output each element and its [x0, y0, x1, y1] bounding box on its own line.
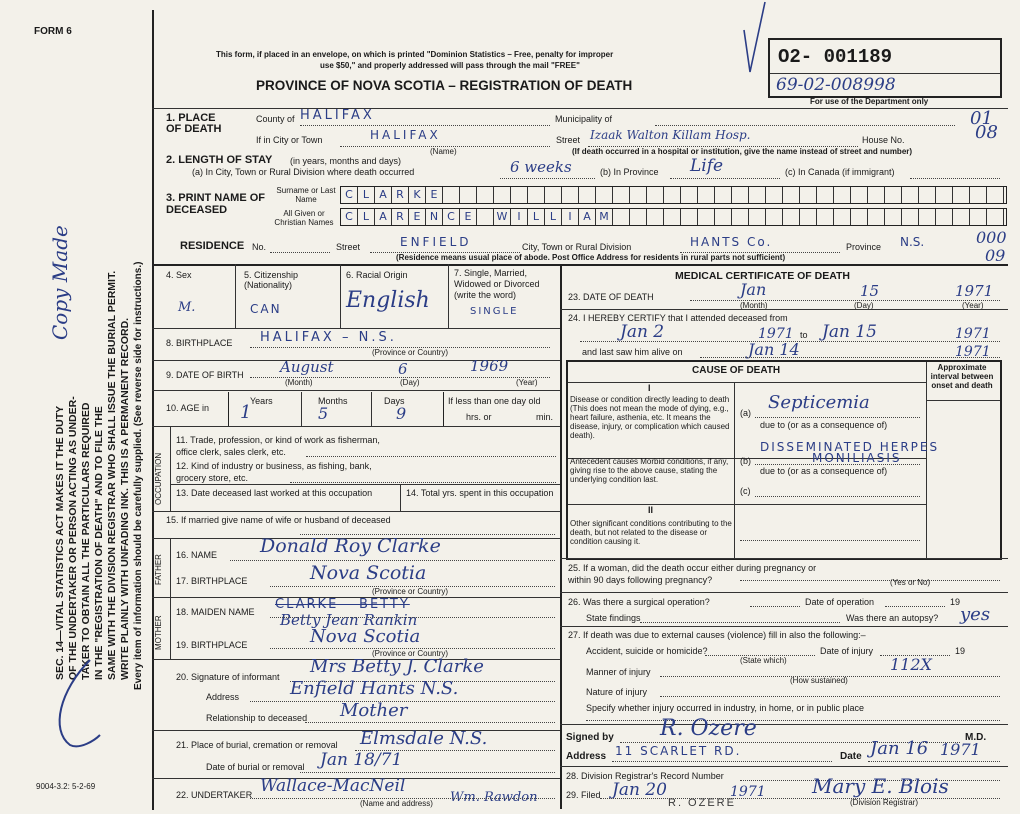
- accident-label: Accident, suicide or homicide?: [586, 646, 708, 656]
- city-label: If in City or Town: [256, 135, 323, 145]
- given-name-letter-box: A: [375, 209, 392, 225]
- undertaker-label: 22. UNDERTAKER: [176, 790, 253, 800]
- last-saw-value: Jan 14: [748, 340, 800, 359]
- surname-letter-box: R: [392, 187, 409, 203]
- md-label: M.D.: [965, 732, 987, 743]
- due-to-b: due to (or as a consequence of): [760, 466, 888, 476]
- age-days: 9: [396, 404, 407, 423]
- burial-place-label: 21. Place of burial, cremation or removal: [176, 740, 338, 750]
- dod-month-sub: (Month): [740, 301, 768, 310]
- surname-letter-box: [460, 187, 477, 203]
- citizenship-value: CAN: [250, 302, 282, 316]
- father-birthplace-sub: (Province or Country): [372, 587, 449, 596]
- surname-letter-box: [698, 187, 715, 203]
- residence-note: (Residence means usual place of abode. Post Office Address for residents in rural parts not sufficient): [396, 253, 786, 262]
- length-of-stay-sub: (in years, months and days): [290, 156, 402, 166]
- cause-b-value-2: MONILIASIS: [812, 451, 902, 465]
- registration-number-handwritten: 69-02-008998: [776, 75, 896, 95]
- given-name-letter-box: I: [562, 209, 579, 225]
- maiden-name-value-2: Betty Jean Rankin: [280, 611, 418, 629]
- relationship-value: Mother: [340, 700, 408, 721]
- informant-label: 20. Signature of informant: [176, 672, 280, 682]
- medical-certificate-title: MEDICAL CERTIFICATE OF DEATH: [675, 270, 850, 282]
- name-sub-label: (Name): [430, 147, 457, 156]
- surname-letter-box: [987, 187, 1004, 203]
- mother-birthplace-value: Nova Scotia: [310, 626, 421, 647]
- residence-no-label: No.: [252, 242, 267, 252]
- surname-letter-box: [545, 187, 562, 203]
- envelope-note-2: use $50," and properly addressed will pass through the mail "FREE": [320, 61, 580, 70]
- informant-address-value: Enfield Hants N.S.: [290, 678, 459, 699]
- registration-number-box: [768, 38, 1002, 98]
- date-of-death-label: 23. DATE OF DEATH: [568, 292, 654, 302]
- dob-day: 6: [398, 360, 408, 378]
- other-conditions-label: Other significant conditions contributing to the death, but not related to the disease or condition causing it.: [570, 519, 732, 546]
- form-left-border: [152, 10, 154, 810]
- length-of-stay-label: 2. LENGTH OF STAY: [166, 154, 273, 166]
- age-note: If less than one day old: [448, 396, 541, 406]
- surname-letter-box: [868, 187, 885, 203]
- doctor-address-value: 11 SCARLET RD.: [615, 744, 742, 758]
- given-name-letter-box: [902, 209, 919, 225]
- given-name-letter-box: R: [392, 209, 409, 225]
- cause-a-value: Septicemia: [768, 392, 870, 413]
- given-name-letter-box: L: [528, 209, 545, 225]
- surname-letter-box: [953, 187, 970, 203]
- name-of-deceased-label: 3. PRINT NAME OF DECEASED: [166, 192, 266, 216]
- date-of-birth-label: 9. DATE OF BIRTH: [166, 370, 244, 380]
- birthplace-value: HALIFAX – N.S.: [260, 330, 397, 345]
- given-name-letter-box: [885, 209, 902, 225]
- relationship-label: Relationship to deceased: [206, 713, 308, 723]
- surname-letter-box: [596, 187, 613, 203]
- age-days-label: Days: [384, 396, 405, 406]
- surname-letter-box: K: [409, 187, 426, 203]
- side-text-6: WRITE PLAINLY WITH UNFADING INK. THIS IS A PERMANENT RECORD.: [119, 317, 131, 680]
- given-name-letter-box: [732, 209, 749, 225]
- birthplace-label: 8. BIRTHPLACE: [166, 338, 233, 348]
- surname-letter-box: [851, 187, 868, 203]
- birthplace-sub: (Province or Country): [372, 348, 449, 357]
- side-text-4: IN THE "REGISTRATION OF DEATH" AND TO FILE THE: [93, 406, 105, 680]
- given-name-letter-box: [749, 209, 766, 225]
- hospital-note: (If death occurred in a hospital or institution, give the name instead of street and number): [572, 147, 913, 156]
- given-name-letter-box: [477, 209, 494, 225]
- how-sustained-sub: (How sustained): [790, 676, 848, 685]
- dob-day-sub: (Day): [400, 378, 420, 387]
- given-name-letter-box: A: [579, 209, 596, 225]
- spouse-label: 15. If married give name of wife or husband of deceased: [166, 515, 391, 525]
- surname-letter-box: [936, 187, 953, 203]
- age-hrs: hrs. or: [466, 412, 492, 422]
- side-text-3: TAKER TO OBTAIN ALL THE PARTICULARS REQUIRED: [80, 402, 92, 680]
- surname-letter-box: [834, 187, 851, 203]
- given-name-letter-box: M: [596, 209, 613, 225]
- municipality-label: Municipality of: [555, 114, 613, 124]
- residence-street-label: Street: [336, 242, 361, 252]
- due-to-a: due to (or as a consequence of): [760, 420, 888, 430]
- dob-year-sub: (Year): [516, 378, 538, 387]
- filed-label: 29. Filed: [566, 790, 601, 800]
- given-name-letter-box: W: [494, 209, 511, 225]
- attended-to: Jan 15: [822, 322, 877, 342]
- registrar-sub: (Division Registrar): [850, 798, 919, 807]
- surname-letter-box: L: [358, 187, 375, 203]
- maiden-name-label: 18. MAIDEN NAME: [176, 607, 255, 617]
- surname-letter-box: [800, 187, 817, 203]
- cause-b-label: (b): [740, 456, 751, 466]
- burial-place-value: Elmsdale N.S.: [360, 728, 488, 749]
- surname-letter-box: [919, 187, 936, 203]
- injury-year-prefix: 19: [955, 646, 966, 656]
- residence-city-value: HANTS Co.: [690, 235, 773, 249]
- given-name-letter-box: L: [545, 209, 562, 225]
- racial-origin-value: English: [346, 288, 430, 313]
- given-name-letter-box: [783, 209, 800, 225]
- cause-c-label: (c): [740, 486, 751, 496]
- county-label: County of: [256, 114, 295, 124]
- certify-label: 24. I HEREBY CERTIFY that I attended deceased from: [568, 313, 788, 323]
- surname-letter-box: [749, 187, 766, 203]
- burial-date-label: Date of burial or removal: [206, 762, 305, 772]
- injury-date-label: Date of injury: [820, 646, 874, 656]
- surname-letter-box: [715, 187, 732, 203]
- surname-letter-box: [783, 187, 800, 203]
- dob-month-sub: (Month): [285, 378, 313, 387]
- initial-mark: [40, 650, 110, 760]
- dod-day: 15: [860, 282, 880, 300]
- informant-address-label: Address: [206, 692, 240, 702]
- surname-letter-box: C: [341, 187, 358, 203]
- nature-code: 112X: [890, 655, 932, 674]
- page-title: PROVINCE OF NOVA SCOTIA – REGISTRATION OF DEATH: [256, 78, 633, 93]
- state-which-sub: (State which): [740, 656, 787, 665]
- trade-label: 11. Trade, profession, or kind of work as fisherman, office clerk, sales clerk, etc.: [176, 435, 380, 457]
- printed-name: R. OZERE: [668, 797, 736, 809]
- stay-a-label: (a) In City, Town or Rural Division where death occurred: [192, 167, 415, 177]
- surname-boxes: [340, 186, 1007, 204]
- surname-letter-box: [885, 187, 902, 203]
- given-name-letter-box: I: [511, 209, 528, 225]
- part-one-label: I: [648, 383, 651, 393]
- given-name-letter-box: [613, 209, 630, 225]
- mother-label: MOTHER: [154, 615, 163, 650]
- given-name-letter-box: [766, 209, 783, 225]
- residence-code-2: 09: [985, 246, 1006, 265]
- surname-letter-box: [664, 187, 681, 203]
- given-name-letter-box: C: [341, 209, 358, 225]
- stay-b-value: Life: [690, 156, 724, 176]
- surname-letter-box: [970, 187, 987, 203]
- given-name-letter-box: [919, 209, 936, 225]
- stay-b-label: (b) In Province: [600, 167, 659, 177]
- given-name-letter-box: [630, 209, 647, 225]
- father-birthplace-value: Nova Scotia: [310, 562, 427, 584]
- sex-label: 4. Sex: [166, 270, 192, 280]
- dod-month: Jan: [740, 280, 767, 299]
- surname-letter-box: A: [375, 187, 392, 203]
- city-value: HALIFAX: [370, 128, 441, 142]
- surname-letter-box: [613, 187, 630, 203]
- last-saw-label: and last saw him alive on: [582, 347, 683, 357]
- envelope-note-1: This form, if placed in an envelope, on which is printed "Dominion Statistics – Free, penalty for improper: [216, 50, 614, 59]
- maiden-name-value-1: CLARKE – BETTY: [275, 597, 410, 612]
- yes-no-sub: (Yes or No): [890, 578, 931, 587]
- stay-c-label: (c) In Canada (if immigrant): [785, 167, 895, 177]
- side-text-5: SAME WITH THE DIVISION REGISTRAR WHO SHALL ISSUE THE BURIAL PERMIT.: [106, 270, 118, 680]
- given-names-label: All Given or Christian Names: [274, 209, 334, 227]
- autopsy-label: Was there an autopsy?: [846, 613, 939, 623]
- occupation-label: OCCUPATION: [154, 452, 163, 505]
- surname-letter-box: [579, 187, 596, 203]
- check-mark: [740, 0, 770, 80]
- given-name-letter-box: [664, 209, 681, 225]
- age-months-label: Months: [318, 396, 348, 406]
- given-names-boxes: [340, 208, 1007, 226]
- street-value: Izaak Walton Killam Hosp.: [590, 128, 751, 142]
- dob-year: 1969: [470, 357, 509, 375]
- last-worked-label: 13. Date deceased last worked at this occupation: [176, 488, 373, 498]
- father-name-label: 16. NAME: [176, 550, 218, 560]
- part-two-label: II: [648, 505, 654, 515]
- given-name-letter-box: E: [409, 209, 426, 225]
- operation-date-label: Date of operation: [805, 597, 875, 607]
- dod-day-sub: (Day): [854, 301, 874, 310]
- attended-from: Jan 2: [620, 322, 665, 342]
- given-name-letter-box: [800, 209, 817, 225]
- surname-letter-box: [647, 187, 664, 203]
- surname-label: Surname or Last Name: [276, 186, 336, 204]
- given-name-letter-box: [970, 209, 987, 225]
- dob-month: August: [280, 358, 334, 376]
- undertaker-address: Wm. Rawdon: [450, 790, 538, 805]
- registrar-signature: Mary E. Blois: [812, 774, 949, 798]
- signed-date-value: Jan 16: [870, 738, 929, 759]
- county-value: HALIFAX: [300, 108, 375, 123]
- signed-by-label: Signed by: [566, 732, 614, 743]
- surname-letter-box: [681, 187, 698, 203]
- surname-letter-box: [443, 187, 460, 203]
- age-min: min.: [536, 412, 554, 422]
- autopsy-value: yes: [960, 604, 991, 625]
- given-name-letter-box: [715, 209, 732, 225]
- mother-birthplace-label: 19. BIRTHPLACE: [176, 640, 248, 650]
- operation-year-prefix: 19: [950, 597, 961, 607]
- disease-label: Disease or condition directly leading to death (This does not mean the mode of dying, e.g., heart failure, asthenia, etc. It means the disease, injury, or complication which caused death).: [570, 395, 730, 440]
- given-name-letter-box: [698, 209, 715, 225]
- given-name-letter-box: C: [443, 209, 460, 225]
- external-causes-label: 27. If death was due to external causes (violence) fill in also the following:–: [568, 630, 866, 640]
- given-name-letter-box: [681, 209, 698, 225]
- surgery-label: 26. Was there a surgical operation?: [568, 597, 710, 607]
- given-name-letter-box: [834, 209, 851, 225]
- signed-date-year: 1971: [940, 740, 981, 759]
- department-use-note: For use of the Department only: [810, 97, 929, 106]
- father-birthplace-label: 17. BIRTHPLACE: [176, 576, 248, 586]
- surname-letter-box: [817, 187, 834, 203]
- industry-label: 12. Kind of industry or business, as fishing, bank, grocery store, etc.: [176, 461, 372, 483]
- mother-birthplace-sub: (Province or Country): [372, 649, 449, 658]
- citizenship-label: 5. Citizenship (Nationality): [244, 270, 299, 290]
- side-text-1: SEC. 14—VITAL STATISTICS ACT MAKES IT THE DUTY: [54, 405, 66, 680]
- approx-interval-label: Approximate interval between onset and death: [930, 363, 994, 390]
- side-handwriting: Copy Made: [48, 225, 72, 340]
- municipality-code: 01: [970, 108, 993, 129]
- father-name-value: Donald Roy Clarke: [260, 535, 441, 557]
- dod-year-sub: (Year): [962, 301, 984, 310]
- given-name-letter-box: E: [460, 209, 477, 225]
- given-name-letter-box: [868, 209, 885, 225]
- given-name-letter-box: N: [426, 209, 443, 225]
- last-saw-year: 1971: [955, 344, 991, 360]
- attended-to-label: to: [800, 330, 808, 340]
- undertaker-value: Wallace-MacNeil: [260, 776, 406, 796]
- residence-street-value: ENFIELD: [400, 235, 472, 249]
- burial-date-value: Jan 18/71: [320, 750, 403, 770]
- given-name-letter-box: [647, 209, 664, 225]
- surname-letter-box: [732, 187, 749, 203]
- filed-year: 1971: [730, 784, 766, 800]
- street-label: Street: [556, 135, 581, 145]
- given-name-letter-box: [987, 209, 1004, 225]
- surname-letter-box: [528, 187, 545, 203]
- sex-value: M.: [178, 300, 196, 315]
- filed-date: Jan 20: [612, 780, 667, 800]
- age-months: 5: [318, 404, 329, 423]
- place-of-death-label: 1. PLACE OF DEATH: [166, 112, 222, 135]
- undertaker-sub: (Name and address): [360, 799, 433, 808]
- doctor-address-label: Address: [566, 751, 607, 762]
- informant-value: Mrs Betty J. Clarke: [310, 656, 484, 677]
- findings-label: State findings: [586, 613, 641, 623]
- surname-letter-box: [630, 187, 647, 203]
- racial-origin-label: 6. Racial Origin: [346, 270, 408, 280]
- form-number: FORM 6: [34, 26, 72, 37]
- residence-code-1: 000: [976, 228, 1007, 247]
- surname-letter-box: [494, 187, 511, 203]
- surname-letter-box: [902, 187, 919, 203]
- signed-by-value: R. Ozere: [660, 716, 757, 741]
- cause-of-death-title: CAUSE OF DEATH: [692, 365, 781, 376]
- nature-of-injury-label: Nature of injury: [586, 687, 648, 697]
- side-text-2: OF THE UNDERTAKER OR PERSON ACTING AS UNDER-: [67, 396, 79, 680]
- form-code: 9004-3.2: 5-2-69: [36, 782, 96, 791]
- pregnancy-label: 25. If a woman, did the death occur either during pregnancy or within 90 days following pregnancy?: [568, 563, 817, 585]
- given-name-letter-box: L: [358, 209, 375, 225]
- marital-status-value: SINGLE: [470, 306, 519, 317]
- given-name-letter-box: [953, 209, 970, 225]
- signed-date-label: Date: [840, 751, 862, 762]
- residence-city-label: City, Town or Rural Division: [522, 242, 632, 252]
- age-years: 1: [240, 402, 252, 423]
- given-name-letter-box: [936, 209, 953, 225]
- house-code: 08: [975, 122, 998, 143]
- surname-letter-box: [477, 187, 494, 203]
- marital-status-label: 7. Single, Married, Widowed or Divorced (write the word): [454, 268, 540, 300]
- dod-year: 1971: [955, 282, 994, 300]
- antecedent-label: Antecedent causes Morbid conditions, if any, giving rise to the above cause, stating the underlying condition last.: [570, 457, 729, 484]
- residence-label: RESIDENCE: [180, 240, 245, 252]
- house-label: House No.: [862, 135, 905, 145]
- surname-letter-box: [766, 187, 783, 203]
- residence-province-label: Province: [846, 242, 882, 252]
- surname-letter-box: [562, 187, 579, 203]
- attended-from-year: 1971: [758, 326, 794, 342]
- cause-b-value-1: DISSEMINATED HERPES: [760, 440, 940, 454]
- given-name-letter-box: [851, 209, 868, 225]
- side-text-7: Every item of information should be carefully supplied. (See reverse side for instructions.): [133, 261, 144, 690]
- residence-province-value: N.S.: [900, 235, 925, 249]
- surname-letter-box: [511, 187, 528, 203]
- specify-injury-label: Specify whether injury occurred in industry, in home, or in public place: [586, 703, 864, 713]
- registration-number: O2- 001189: [778, 46, 893, 68]
- attended-to-year: 1971: [955, 326, 991, 342]
- total-years-label: 14. Total yrs. spent in this occupation: [406, 488, 554, 498]
- registrar-record-label: 28. Division Registrar's Record Number: [566, 771, 724, 781]
- given-name-letter-box: [817, 209, 834, 225]
- age-label: 10. AGE in: [166, 403, 210, 413]
- stay-a-value: 6 weeks: [510, 158, 572, 176]
- age-years-label: Years: [250, 396, 273, 406]
- cause-a-label: (a): [740, 408, 751, 418]
- manner-label: Manner of injury: [586, 667, 651, 677]
- father-label: FATHER: [154, 554, 163, 585]
- surname-letter-box: E: [426, 187, 443, 203]
